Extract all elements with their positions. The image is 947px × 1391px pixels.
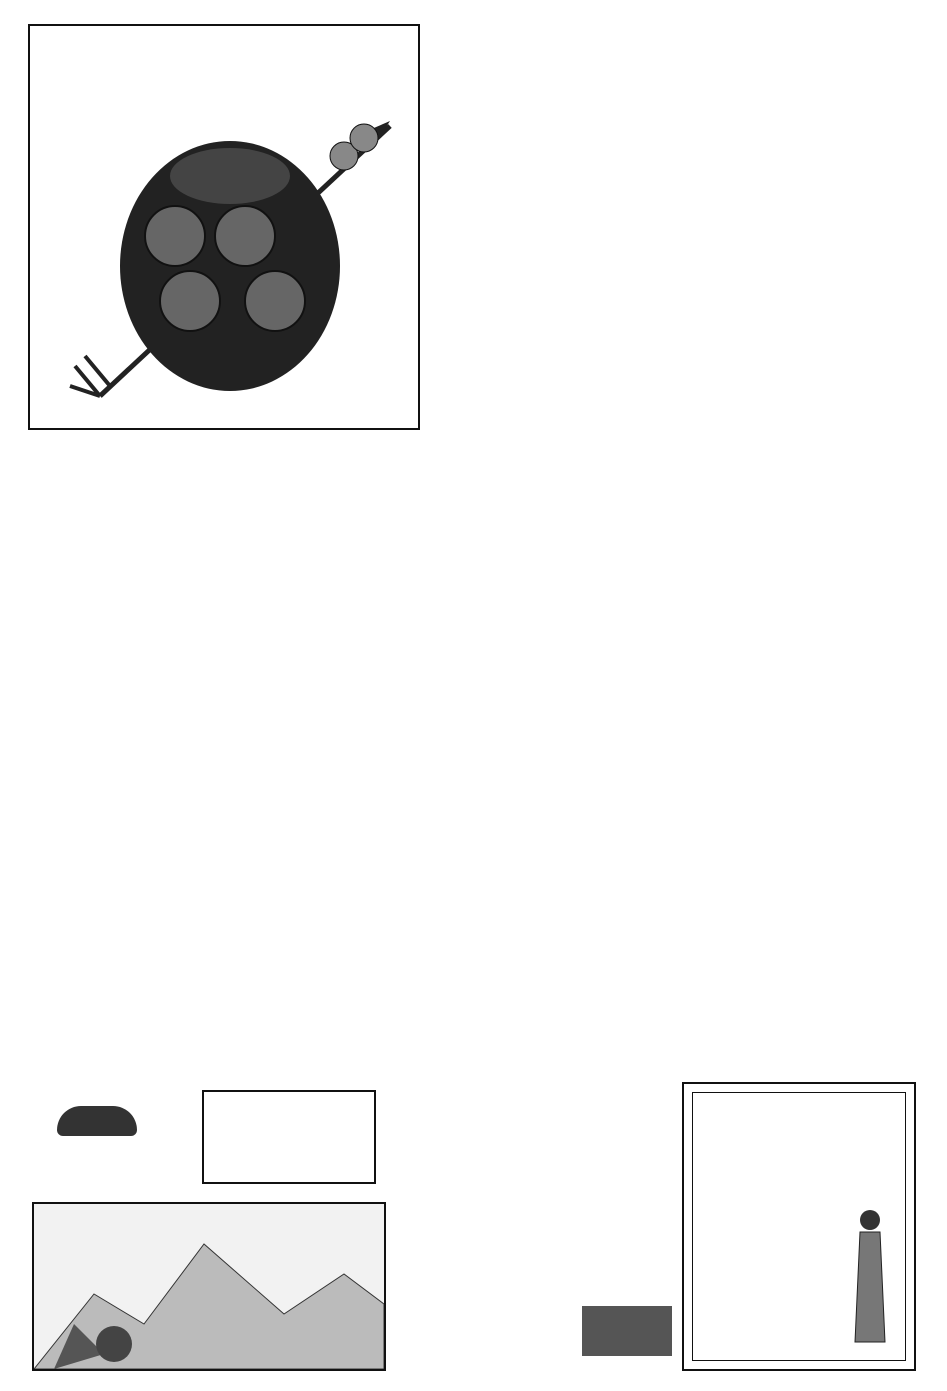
ball-forty-b [350, 124, 378, 152]
figure-illustration [840, 1202, 900, 1352]
ball-five [145, 206, 205, 266]
landscape-graphic [34, 1204, 384, 1369]
bottom-section [22, 1070, 927, 1370]
page [22, 20, 925, 1371]
ball-zero [160, 271, 220, 331]
pot-icon [57, 1106, 137, 1136]
number-balls [414, 1275, 524, 1370]
shi-block [582, 1306, 672, 1356]
top-border [20, 0, 927, 18]
ball-two [215, 206, 275, 266]
right-border [927, 0, 947, 1391]
poem-box [202, 1090, 376, 1184]
pot-top [170, 148, 290, 204]
landscape-scene [32, 1202, 386, 1371]
ball-one [245, 271, 305, 331]
hero-panel [28, 24, 420, 430]
hero-graphic [30, 26, 418, 428]
liuhe-box [682, 1082, 916, 1371]
